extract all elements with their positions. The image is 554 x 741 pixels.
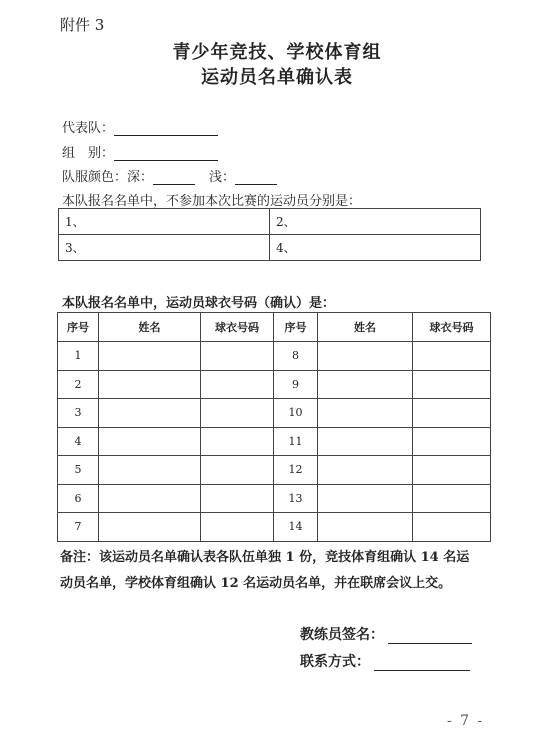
- jersey-cell[interactable]: [413, 342, 491, 371]
- jersey-cell[interactable]: [413, 456, 491, 485]
- table-row: [58, 484, 491, 513]
- group-label: 组 别：: [62, 146, 115, 161]
- document-title-line-1: 青少年竞技、学校体育组: [172, 42, 382, 63]
- name-cell[interactable]: [318, 399, 413, 428]
- jersey-cell[interactable]: [201, 456, 274, 485]
- coach-signature-field: [300, 624, 472, 644]
- seq-left: 2: [58, 370, 99, 399]
- jersey-cell[interactable]: [201, 427, 274, 456]
- team-field: [62, 117, 218, 136]
- jersey-numbers-prompt: 本队报名名单中，运动员球衣号码（确认）是：: [62, 296, 336, 311]
- header-seq-right: 序号: [274, 313, 318, 342]
- table-row: [58, 427, 491, 456]
- name-cell[interactable]: [318, 484, 413, 513]
- jersey-cell[interactable]: [201, 342, 274, 371]
- name-cell[interactable]: [99, 342, 201, 371]
- light-color-label: 浅：: [209, 170, 236, 185]
- seq-left: 3: [58, 399, 99, 428]
- seq-right: 11: [274, 427, 318, 456]
- name-cell[interactable]: [99, 370, 201, 399]
- team-input-line[interactable]: [114, 122, 218, 136]
- absent-athletes-table: [58, 208, 481, 261]
- uniform-color-field: [62, 166, 277, 185]
- jersey-cell[interactable]: [201, 484, 274, 513]
- jersey-cell[interactable]: [413, 399, 491, 428]
- seq-left: 1: [58, 342, 99, 371]
- coach-signature-line[interactable]: [388, 630, 472, 644]
- team-label: 代表队：: [62, 121, 115, 136]
- jersey-cell[interactable]: [413, 370, 491, 399]
- seq-right: 14: [274, 513, 318, 542]
- jersey-numbers-table: [57, 312, 491, 542]
- absent-cell-2[interactable]: 2、: [270, 209, 481, 235]
- jersey-cell[interactable]: [201, 370, 274, 399]
- document-title-line-2: 运动员名单确认表: [201, 67, 353, 88]
- dark-color-label: 深：: [127, 170, 154, 185]
- jersey-cell[interactable]: [201, 513, 274, 542]
- coach-signature-label: 教练员签名：: [300, 627, 384, 643]
- name-cell[interactable]: [99, 427, 201, 456]
- name-cell[interactable]: [99, 456, 201, 485]
- name-cell[interactable]: [318, 513, 413, 542]
- seq-left: 5: [58, 456, 99, 485]
- attachment-label: 附件 3: [60, 16, 105, 34]
- seq-left: 4: [58, 427, 99, 456]
- contact-field: [300, 651, 470, 671]
- jersey-cell[interactable]: [413, 484, 491, 513]
- seq-right: 8: [274, 342, 318, 371]
- seq-left: 7: [58, 513, 99, 542]
- name-cell[interactable]: [318, 427, 413, 456]
- seq-right: 13: [274, 484, 318, 513]
- table-row: [58, 342, 491, 371]
- name-cell[interactable]: [99, 399, 201, 428]
- uniform-color-label: 队服颜色：: [62, 170, 128, 185]
- absent-cell-4[interactable]: 4、: [270, 235, 481, 261]
- note-line-1: 备注：该运动员名单确认表各队伍单独 1 份，竞技体育组确认 14 名运: [60, 550, 470, 565]
- absent-cell-1[interactable]: 1、: [59, 209, 270, 235]
- header-seq-left: 序号: [58, 313, 99, 342]
- contact-line[interactable]: [374, 657, 470, 671]
- contact-label: 联系方式：: [300, 654, 370, 670]
- header-jersey-right: 球衣号码: [413, 313, 491, 342]
- jersey-cell[interactable]: [201, 399, 274, 428]
- header-name-right: 姓名: [318, 313, 413, 342]
- seq-left: 6: [58, 484, 99, 513]
- seq-right: 12: [274, 456, 318, 485]
- header-name-left: 姓名: [99, 313, 201, 342]
- table-row: [58, 370, 491, 399]
- jersey-cell[interactable]: [413, 513, 491, 542]
- table-row: [58, 456, 491, 485]
- absent-prompt: 本队报名名单中，不参加本次比赛的运动员分别是：: [62, 194, 362, 209]
- table-row: [58, 399, 491, 428]
- page-number: - 7 -: [447, 713, 485, 729]
- seq-right: 10: [274, 399, 318, 428]
- light-color-input-line[interactable]: [235, 171, 277, 185]
- seq-right: 9: [274, 370, 318, 399]
- note-line-2: 动员名单，学校体育组确认 12 名运动员名单，并在联席会议上交。: [60, 576, 452, 591]
- group-input-line[interactable]: [114, 147, 218, 161]
- name-cell[interactable]: [318, 370, 413, 399]
- table-row: [58, 513, 491, 542]
- group-field: [62, 142, 218, 161]
- name-cell[interactable]: [318, 342, 413, 371]
- absent-cell-3[interactable]: 3、: [59, 235, 270, 261]
- name-cell[interactable]: [318, 456, 413, 485]
- name-cell[interactable]: [99, 513, 201, 542]
- header-jersey-left: 球衣号码: [201, 313, 274, 342]
- jersey-cell[interactable]: [413, 427, 491, 456]
- dark-color-input-line[interactable]: [153, 171, 195, 185]
- name-cell[interactable]: [99, 484, 201, 513]
